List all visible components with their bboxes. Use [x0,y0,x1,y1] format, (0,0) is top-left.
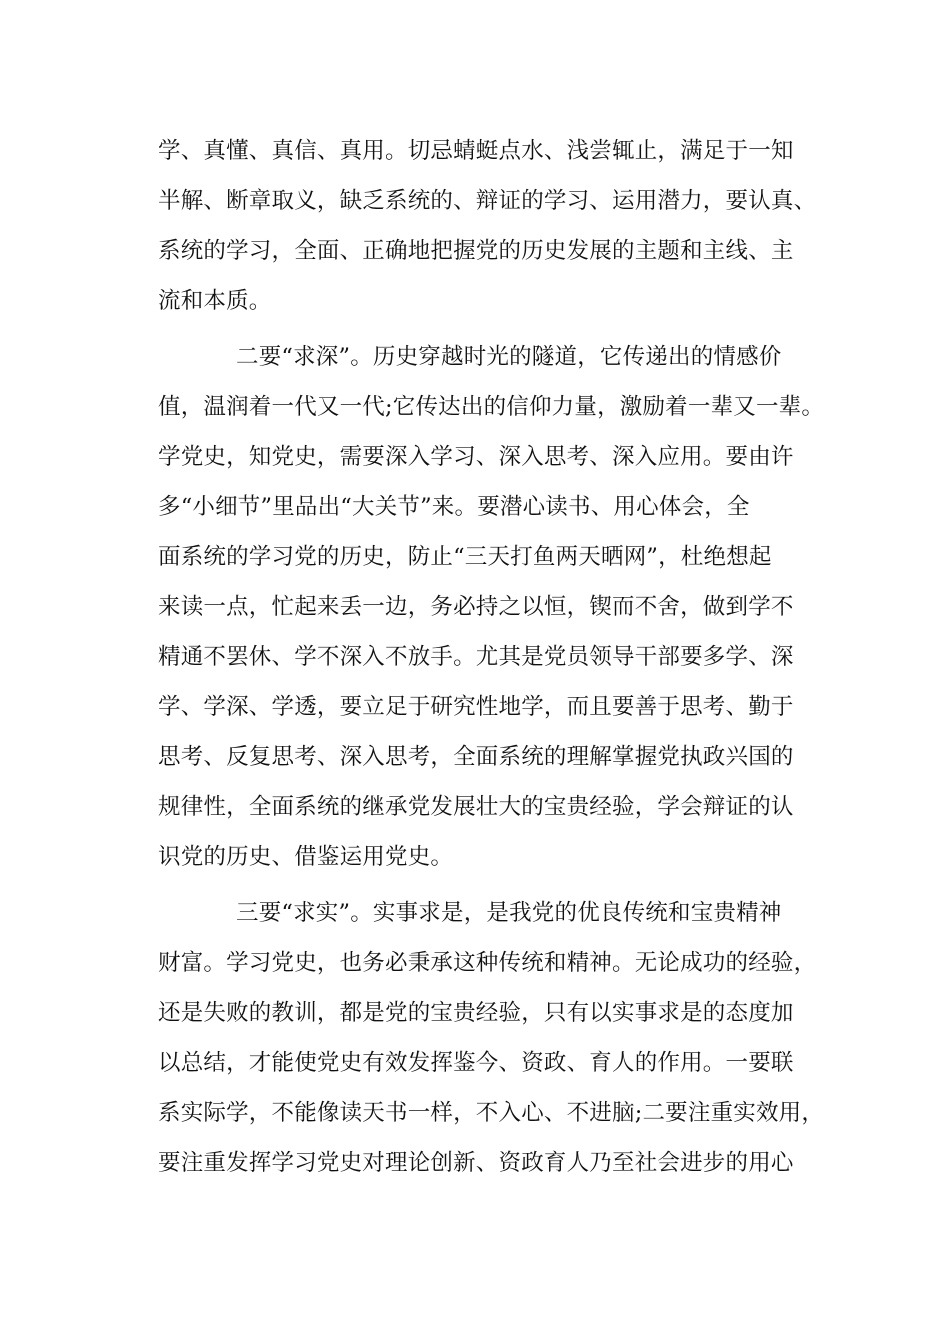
text-line: 多“小细节”里品出“大关节”来。要潜心读书、用心体会，全 [158,494,750,520]
text-line: 以总结，才能使党史有效发挥鉴今、资政、育人的作用。一要联 [158,1050,794,1076]
text-line: 学、真懂、真信、真用。切忌蜻蜓点水、浅尝辄止，满足于一知 [158,138,794,164]
text-line: 面系统的学习党的历史，防止“三天打鱼两天晒网”，杜绝想起 [158,544,772,570]
text-line: 系实际学，不能像读天书一样，不入心、不进脑;二要注重实效用， [158,1100,825,1126]
text-line: 学、学深、学透，要立足于研究性地学，而且要善于思考、勤于 [158,694,794,720]
paragraph-start-line: 二要“求深”。历史穿越时光的隧道，它传递出的情感价 [236,344,782,370]
text-line: 来读一点，忙起来丢一边，务必持之以恒，锲而不舍，做到学不 [158,594,794,620]
text-line: 半解、断章取义，缺乏系统的、辩证的学习、运用潜力，要认真、 [158,188,817,214]
text-line: 要注重发挥学习党史对理论创新、资政育人乃至社会进步的用心 [158,1150,794,1176]
text-line: 思考、反复思考、深入思考，全面系统的理解掌握党执政兴国的 [158,744,794,770]
text-line: 财富。学习党史，也务必秉承这种传统和精神。无论成功的经验， [158,950,817,976]
text-line: 值，温润着一代又一代;它传达出的信仰力量，激励着一辈又一辈。 [158,394,825,420]
text-line: 流和本质。 [158,288,272,314]
text-line: 精通不罢休、学不深入不放手。尤其是党员领导干部要多学、深 [158,644,794,670]
paragraph-start-line: 三要“求实”。实事求是，是我党的优良传统和宝贵精神 [236,900,782,926]
text-line: 系统的学习，全面、正确地把握党的历史发展的主题和主线、主 [158,238,794,264]
text-line: 学党史，知党史，需要深入学习、深入思考、深入应用。要由许 [158,444,794,470]
text-line: 识党的历史、借鉴运用党史。 [158,844,454,870]
text-line: 还是失败的教训，都是党的宝贵经验，只有以实事求是的态度加 [158,1000,794,1026]
text-line: 规律性，全面系统的继承党发展壮大的宝贵经验，学会辩证的认 [158,794,794,820]
